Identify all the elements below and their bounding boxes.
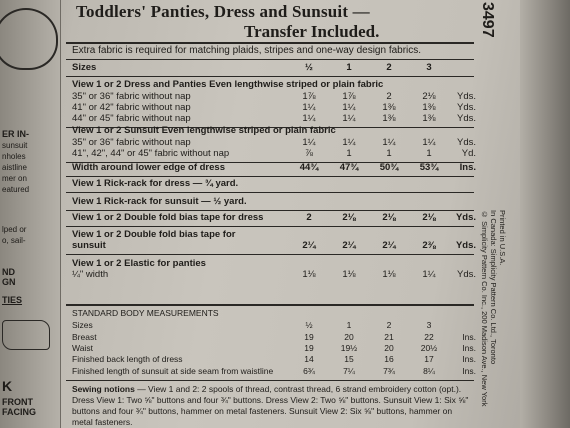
size-cell: 3 — [426, 62, 432, 73]
table-row — [64, 79, 478, 91]
size-cell: 2 — [386, 62, 392, 73]
row-value: 8¼ — [423, 366, 435, 376]
row-value: 1 — [346, 320, 352, 330]
left-text-1: ER IN- — [2, 129, 29, 139]
row-value: 7¾ — [383, 366, 395, 376]
row-value: 20 — [384, 343, 394, 353]
row-value: 2⅛ — [342, 212, 356, 223]
row-value: 47¾ — [339, 162, 359, 173]
copyright-line: © Simplicity Pattern Co. Inc., 200 Madison Ave., New York — [480, 210, 489, 407]
table-row — [64, 353, 478, 365]
table-row — [64, 212, 478, 224]
row-value: 1⅜ — [422, 113, 436, 124]
row-value: 3 — [426, 320, 432, 330]
table-row — [64, 196, 478, 208]
row-value: 44¾ — [299, 162, 319, 173]
row-label: View 1 or 2 Dress and Panties Even lengthwise striped or plain fabric — [72, 79, 384, 90]
row-value: 19 — [304, 343, 314, 353]
row-value: 15 — [344, 354, 354, 364]
row-unit: Yd. — [461, 148, 476, 159]
row-value: 1⅞ — [302, 91, 316, 102]
row-label: 41", 42", 44" or 45" fabric without nap — [72, 148, 230, 159]
left-text-6: eatured — [2, 185, 30, 194]
row-value: 1⅜ — [382, 102, 396, 113]
row-unit: Yds. — [455, 240, 476, 251]
left-text-7: lped or — [2, 225, 27, 234]
row-value: 20½ — [420, 343, 438, 353]
row-value: 1⅜ — [422, 102, 436, 113]
row-value: 22 — [424, 332, 434, 342]
row-value: 7¼ — [343, 366, 355, 376]
row-value: 50¾ — [379, 162, 399, 173]
row-label: View 1 or 2 Elastic for panties — [72, 258, 206, 269]
body-measurements-title: STANDARD BODY MEASUREMENTS — [72, 308, 219, 318]
row-value: 1¼ — [342, 137, 356, 148]
table-row — [64, 365, 478, 377]
row-value: 14 — [304, 354, 314, 364]
right-page-edge — [520, 0, 570, 428]
row-value: 2 — [386, 320, 392, 330]
size-cell: ½ — [305, 62, 313, 73]
row-label: View 1 or 2 Double fold bias tape for — [72, 229, 236, 240]
row-value: 2¼ — [302, 240, 316, 251]
row-value: 1⅞ — [342, 91, 356, 102]
row-value: 6¾ — [303, 366, 315, 376]
row-value: 1¼ — [342, 102, 356, 113]
divider — [66, 304, 474, 306]
row-label: Finished length of sunsuit at side seam from waistline — [72, 366, 274, 376]
row-value: 1¼ — [422, 269, 436, 280]
row-label: View 1 Rick-rack for dress — ¾ yard. — [72, 178, 239, 189]
pattern-chart — [64, 0, 478, 428]
row-value: 17 — [424, 354, 434, 364]
row-unit: Ins. — [459, 162, 476, 173]
row-value: 1⅜ — [382, 113, 396, 124]
row-label: sunsuit — [72, 240, 106, 251]
row-value: 1 — [346, 148, 352, 159]
row-label: Width around lower edge of dress — [72, 162, 225, 173]
table-row — [64, 269, 478, 281]
row-value: 1 — [386, 148, 392, 159]
table-row — [64, 148, 478, 160]
row-label: Breast — [72, 332, 97, 342]
divider — [66, 192, 474, 193]
divider — [66, 59, 474, 60]
row-unit: Ins. — [462, 366, 476, 376]
left-text-10: GN — [2, 277, 16, 287]
copyright-text — [480, 210, 507, 406]
left-text-8: o, sail- — [2, 236, 26, 245]
left-text-3: nholes — [2, 152, 26, 161]
row-value: 1¼ — [382, 137, 396, 148]
divider — [66, 254, 474, 255]
left-text-5: mer on — [2, 174, 27, 183]
copyright-line: In Canada: Simplicity Pattern Co. Ltd., Toronto — [489, 210, 498, 365]
sizes-label: Sizes — [72, 62, 97, 73]
row-value: 1⅛ — [302, 269, 316, 280]
row-value: 2 — [386, 91, 392, 102]
divider — [66, 42, 474, 44]
row-label: 44" or 45" fabric without nap — [72, 113, 191, 124]
fabric-note: Extra fabric is required for matching plaids, stripes and one-way design fabrics. — [72, 45, 422, 56]
copyright-line: Printed in U.S.A. — [498, 210, 507, 266]
row-value: 2¼ — [342, 240, 356, 251]
left-text-4: aistline — [2, 163, 27, 172]
row-value: 1¼ — [302, 113, 316, 124]
divider — [66, 210, 474, 211]
row-value: 1¼ — [422, 137, 436, 148]
row-unit: Ins. — [462, 332, 476, 342]
left-text-9: ND — [2, 267, 15, 277]
row-value: 2⅜ — [422, 240, 436, 251]
table-row — [64, 319, 478, 331]
row-label: View 1 or 2 Double fold bias tape for dress — [72, 212, 264, 223]
left-text-14: FACING — [2, 407, 37, 417]
left-text-2: sunsuit — [2, 141, 28, 150]
row-value: 20 — [344, 332, 354, 342]
left-text-12: K — [2, 378, 13, 394]
body-measurements-heading — [64, 307, 478, 319]
row-unit: Yds. — [456, 269, 476, 280]
row-label: Finished back length of dress — [72, 354, 183, 364]
row-label: ¼" width — [72, 269, 109, 280]
garment-sketch-bottom — [2, 320, 50, 350]
table-row — [64, 113, 478, 125]
row-unit: Yds. — [455, 212, 476, 223]
sizes-row — [64, 62, 478, 74]
row-unit: Ins. — [462, 354, 476, 364]
garment-sketch-top — [0, 8, 58, 70]
row-unit: Yds. — [456, 91, 476, 102]
divider — [66, 226, 474, 227]
row-value: 1¼ — [342, 113, 356, 124]
row-unit: Yds. — [456, 137, 476, 148]
row-label: View 1 or 2 Sunsuit Even lengthwise striped or plain fabric — [72, 125, 336, 136]
row-unit: Yds. — [456, 102, 476, 113]
row-label: View 1 Rick-rack for sunsuit — ½ yard. — [72, 196, 247, 207]
row-unit: Yds. — [456, 113, 476, 124]
row-unit: Ins. — [462, 343, 476, 353]
row-value: 1⅛ — [342, 269, 356, 280]
table-row — [64, 178, 478, 190]
row-label: Waist — [72, 343, 93, 353]
table-row — [64, 125, 478, 137]
row-value: 53¾ — [419, 162, 439, 173]
row-value: 2⅛ — [422, 91, 436, 102]
sewing-text: — View 1 and 2: 2 spools of thread, contrast thread, 6 strand embroidery cotton (opt.). Dress View 1: Two ⅝" buttons and four ¾" buttons. Dress View 2: Two ⅝" buttons. Sunsuit View 1: Six ⅝" buttons and four ¾" buttons, hammer on metal fasteners. Sunsuit View 2: Six ⅝" buttons, hammer on metal fasteners. — [72, 384, 469, 427]
row-value: 16 — [384, 354, 394, 364]
row-value: ½ — [305, 320, 313, 330]
size-cell: 1 — [346, 62, 352, 73]
row-value: 1⅛ — [382, 269, 396, 280]
row-label: 41" or 42" fabric without nap — [72, 102, 191, 113]
left-page-strip — [0, 0, 61, 428]
row-value: 1¼ — [302, 102, 316, 113]
row-value: 1 — [426, 148, 432, 159]
table-row — [64, 240, 478, 252]
left-text-13: FRONT — [2, 397, 33, 407]
divider — [66, 76, 474, 77]
sewing-notions — [72, 384, 472, 428]
left-text-11: TIES — [2, 295, 23, 305]
row-value: 2⅛ — [382, 212, 396, 223]
pattern-number: 3497 — [479, 2, 496, 38]
row-value: ⅞ — [305, 148, 313, 159]
page-title: Toddlers' Panties, Dress and Sunsuit — — [76, 2, 370, 21]
sewing-heading: Sewing notions — [72, 384, 135, 394]
row-label: 35" or 36" fabric without nap — [72, 137, 191, 148]
table-row — [64, 162, 478, 174]
row-label: 35" or 36" fabric without nap — [72, 91, 191, 102]
row-value: 2 — [306, 212, 312, 223]
page-title-line2: Transfer Included. — [244, 22, 380, 41]
row-label: Sizes — [72, 320, 93, 330]
divider — [66, 380, 474, 381]
row-value: 21 — [384, 332, 394, 342]
row-value: 19 — [304, 332, 314, 342]
row-value: 19½ — [340, 343, 358, 353]
row-value: 2⅛ — [422, 212, 436, 223]
divider — [66, 176, 474, 177]
row-value: 2¼ — [382, 240, 396, 251]
row-value: 1¼ — [302, 137, 316, 148]
